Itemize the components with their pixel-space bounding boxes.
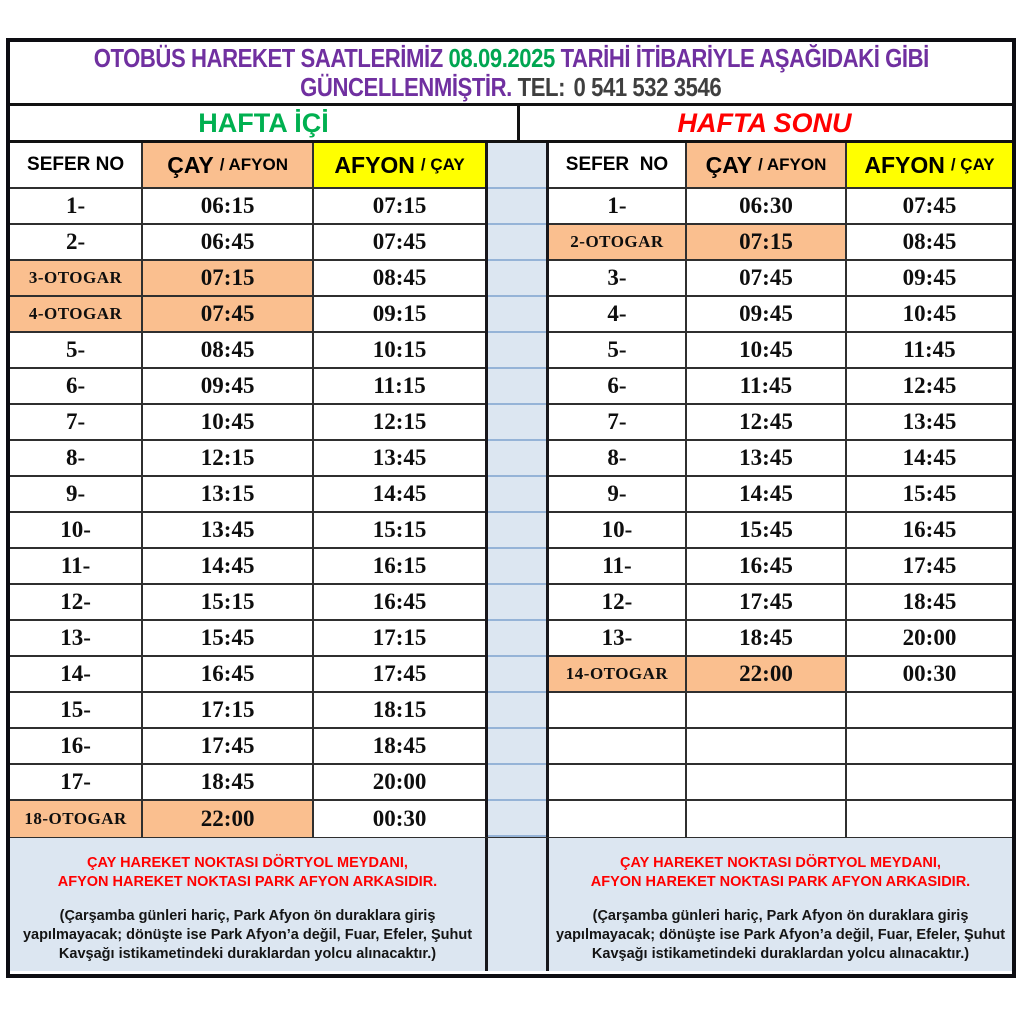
cay-afyon-cell: 06:30 xyxy=(687,189,847,223)
footer-notes-row xyxy=(10,837,1012,971)
afyon-cay-cell xyxy=(847,765,1012,799)
sefer-no-cell: 12- xyxy=(10,585,143,619)
sefer-no-cell: 5- xyxy=(549,333,687,367)
sefer-no-cell: 2-OTOGAR xyxy=(549,225,687,259)
table-row xyxy=(10,765,485,801)
header-label: ÇAY xyxy=(705,151,753,178)
spreadsheet-gridline-cell xyxy=(488,477,546,513)
sefer-no-cell: 14-OTOGAR xyxy=(549,657,687,691)
cay-afyon-cell: 09:45 xyxy=(143,369,314,403)
header-label-small: / ÇAY xyxy=(950,155,995,174)
cay-afyon-cell: 08:45 xyxy=(143,333,314,367)
table-row xyxy=(549,477,1012,513)
cay-afyon-cell xyxy=(687,729,847,763)
table-row xyxy=(10,297,485,333)
cay-afyon-cell xyxy=(687,693,847,727)
afyon-cay-cell: 17:45 xyxy=(847,549,1012,583)
sefer-no-cell: 7- xyxy=(10,405,143,439)
sefer-no-cell: 13- xyxy=(549,621,687,655)
weekend-column-headers xyxy=(549,143,1012,189)
sefer-no-cell: 7- xyxy=(549,405,687,439)
afyon-cay-cell: 20:00 xyxy=(847,621,1012,655)
table-row xyxy=(10,693,485,729)
afyon-cay-cell: 10:15 xyxy=(314,333,485,367)
spreadsheet-gridline-cell xyxy=(488,657,546,693)
afyon-cay-cell xyxy=(847,729,1012,763)
afyon-cay-cell: 17:15 xyxy=(314,621,485,655)
table-row xyxy=(10,261,485,297)
weekday-table xyxy=(10,143,488,837)
afyon-cay-cell: 09:15 xyxy=(314,297,485,331)
cay-afyon-cell: 07:15 xyxy=(143,261,314,295)
cay-afyon-cell: 17:45 xyxy=(143,729,314,763)
afyon-cay-cell: 16:15 xyxy=(314,549,485,583)
table-row xyxy=(10,441,485,477)
table-row xyxy=(549,657,1012,693)
spreadsheet-gridline-cell xyxy=(488,765,546,801)
spreadsheet-gridline-cell xyxy=(488,549,546,585)
table-row xyxy=(10,657,485,693)
note-red-line-2: AFYON HAREKET NOKTASI PARK AFYON ARKASIDIR. xyxy=(590,873,971,890)
spreadsheet-gridline-cell xyxy=(488,441,546,477)
title-updated-text: GÜNCELLENMİŞTİR. xyxy=(300,71,513,102)
sefer-no-cell: 14- xyxy=(10,657,143,691)
spreadsheet-gridline-cell xyxy=(488,261,546,297)
cay-afyon-cell: 22:00 xyxy=(143,801,314,837)
note-red-line-2: AFYON HAREKET NOKTASI PARK AFYON ARKASIDIR. xyxy=(57,873,438,890)
table-row xyxy=(549,261,1012,297)
cay-afyon-cell: 10:45 xyxy=(143,405,314,439)
sefer-no-cell: 15- xyxy=(10,693,143,727)
sefer-no-cell: 6- xyxy=(10,369,143,403)
cay-afyon-cell: 18:45 xyxy=(687,621,847,655)
cay-afyon-cell: 13:45 xyxy=(143,513,314,547)
table-row xyxy=(549,801,1012,837)
header-label-small: / ÇAY xyxy=(420,155,465,174)
afyon-cay-cell: 16:45 xyxy=(847,513,1012,547)
sefer-no-cell: 10- xyxy=(549,513,687,547)
afyon-cay-cell xyxy=(847,693,1012,727)
afyon-cay-cell: 00:30 xyxy=(847,657,1012,691)
note-red-line-1: ÇAY HAREKET NOKTASI DÖRTYOL MEYDANI, xyxy=(87,855,408,871)
header-label-small: / AFYON xyxy=(219,155,289,174)
weekend-sefer-no-header: SEFER NO xyxy=(549,143,687,187)
sefer-no-cell: 3-OTOGAR xyxy=(10,261,143,295)
cay-afyon-cell: 16:45 xyxy=(687,549,847,583)
sefer-no-cell: 13- xyxy=(10,621,143,655)
weekday-cay-afyon-header xyxy=(143,143,314,187)
table-row xyxy=(549,729,1012,765)
cay-afyon-cell: 17:15 xyxy=(143,693,314,727)
afyon-cay-cell: 18:45 xyxy=(847,585,1012,619)
cay-afyon-cell: 06:15 xyxy=(143,189,314,223)
afyon-cay-cell: 08:45 xyxy=(314,261,485,295)
weekday-section-header xyxy=(10,106,520,140)
sefer-no-cell: 16- xyxy=(10,729,143,763)
afyon-cay-cell: 07:15 xyxy=(314,189,485,223)
bus-timetable-sheet xyxy=(6,38,1016,978)
cay-afyon-cell: 16:45 xyxy=(143,657,314,691)
spreadsheet-gridline-cell xyxy=(488,189,546,225)
weekday-sefer-no-header: SEFER NO xyxy=(10,143,143,187)
weekend-note xyxy=(546,838,1012,971)
afyon-cay-cell: 13:45 xyxy=(847,405,1012,439)
note-red-line-1: ÇAY HAREKET NOKTASI DÖRTYOL MEYDANI, xyxy=(620,855,941,871)
spreadsheet-gridline-cell xyxy=(488,297,546,333)
cay-afyon-cell: 13:45 xyxy=(687,441,847,475)
table-row xyxy=(549,225,1012,261)
wednesday-exception-note: (Çarşamba günleri hariç, Park Afyon ön duraklara giriş yapılmayacak; dönüşte ise Park Afyon’a değil, Fuar, Efeler, Şuhut Kavşağı istikametindeki duraklardan yolcu alınacaktır.) xyxy=(22,907,473,962)
afyon-cay-cell: 20:00 xyxy=(314,765,485,799)
table-row xyxy=(10,405,485,441)
table-row xyxy=(549,441,1012,477)
spreadsheet-gridline-cell xyxy=(488,693,546,729)
header-label: AFYON xyxy=(864,151,945,178)
cay-afyon-cell xyxy=(687,765,847,799)
cay-afyon-cell: 09:45 xyxy=(687,297,847,331)
phone-number: 0 541 532 3546 xyxy=(573,71,722,102)
sefer-no-cell: 1- xyxy=(549,189,687,223)
spreadsheet-gridline-cell xyxy=(488,801,546,837)
table-row xyxy=(549,369,1012,405)
title-text-2: TARİHİ İTİBARİYLE AŞAĞIDAKİ GİBİ xyxy=(560,42,929,73)
spreadsheet-gridline-cell xyxy=(488,621,546,657)
weekend-section-title: HAFTA SONU xyxy=(677,107,852,138)
weekday-column-headers xyxy=(10,143,485,189)
sefer-no-cell: 5- xyxy=(10,333,143,367)
sefer-no-cell: 3- xyxy=(549,261,687,295)
cay-afyon-cell: 14:45 xyxy=(143,549,314,583)
weekday-note xyxy=(10,838,488,971)
spreadsheet-gap-strip-footer xyxy=(488,838,546,971)
afyon-cay-cell: 12:45 xyxy=(847,369,1012,403)
spreadsheet-gridline-cell xyxy=(488,513,546,549)
weekend-rows xyxy=(549,189,1012,837)
wednesday-exception-note: (Çarşamba günleri hariç, Park Afyon ön duraklara giriş yapılmayacak; dönüşte ise Park Afyon’a değil, Fuar, Efeler, Şuhut Kavşağı istikametindeki duraklardan yolcu alınacaktır.) xyxy=(555,907,1006,962)
table-row xyxy=(10,333,485,369)
afyon-cay-cell: 18:15 xyxy=(314,693,485,727)
table-row xyxy=(549,621,1012,657)
spreadsheet-gridline-cell xyxy=(488,729,546,765)
afyon-cay-cell: 00:30 xyxy=(314,801,485,837)
spreadsheet-gridline-cell xyxy=(488,225,546,261)
afyon-cay-cell: 14:45 xyxy=(314,477,485,511)
afyon-cay-cell: 17:45 xyxy=(314,657,485,691)
table-row xyxy=(10,225,485,261)
sefer-no-cell: 17- xyxy=(10,765,143,799)
cay-afyon-cell: 14:45 xyxy=(687,477,847,511)
afyon-cay-cell: 11:45 xyxy=(847,333,1012,367)
afyon-cay-cell: 09:45 xyxy=(847,261,1012,295)
table-row xyxy=(10,801,485,837)
cay-afyon-cell: 15:45 xyxy=(687,513,847,547)
table-row xyxy=(549,405,1012,441)
afyon-cay-cell: 14:45 xyxy=(847,441,1012,475)
cay-afyon-cell: 15:45 xyxy=(143,621,314,655)
table-row xyxy=(549,693,1012,729)
sefer-no-cell xyxy=(549,729,687,763)
cay-afyon-cell: 13:15 xyxy=(143,477,314,511)
header-label-small: / AFYON xyxy=(758,155,827,174)
afyon-cay-cell: 08:45 xyxy=(847,225,1012,259)
weekend-table xyxy=(546,143,1012,837)
table-row xyxy=(549,333,1012,369)
title-line-2 xyxy=(10,73,1012,102)
sefer-no-cell: 6- xyxy=(549,369,687,403)
cay-afyon-cell: 11:45 xyxy=(687,369,847,403)
table-row xyxy=(10,477,485,513)
departure-points-note xyxy=(10,854,485,892)
weekday-rows xyxy=(10,189,485,837)
sefer-no-cell: 9- xyxy=(10,477,143,511)
table-row xyxy=(549,189,1012,225)
table-row xyxy=(549,585,1012,621)
afyon-cay-cell xyxy=(847,801,1012,837)
spreadsheet-gridline-cell xyxy=(488,333,546,369)
afyon-cay-cell: 10:45 xyxy=(847,297,1012,331)
weekday-afyon-cay-header xyxy=(314,143,485,187)
afyon-cay-cell: 15:15 xyxy=(314,513,485,547)
cay-afyon-cell: 18:45 xyxy=(143,765,314,799)
sefer-no-cell: 1- xyxy=(10,189,143,223)
cay-afyon-cell: 12:45 xyxy=(687,405,847,439)
header-label: ÇAY xyxy=(167,151,214,178)
sefer-no-cell: 4-OTOGAR xyxy=(10,297,143,331)
table-row xyxy=(549,513,1012,549)
cay-afyon-cell: 15:15 xyxy=(143,585,314,619)
spreadsheet-gridline-cell xyxy=(488,585,546,621)
table-row xyxy=(549,765,1012,801)
table-row xyxy=(10,513,485,549)
phone-label: TEL: xyxy=(517,71,566,102)
sefer-no-cell: 12- xyxy=(549,585,687,619)
cay-afyon-cell xyxy=(687,801,847,837)
header-label: AFYON xyxy=(334,151,415,178)
sefer-no-cell xyxy=(549,765,687,799)
sefer-no-cell xyxy=(549,801,687,837)
afyon-cay-cell: 12:15 xyxy=(314,405,485,439)
sefer-no-cell: 8- xyxy=(549,441,687,475)
afyon-cay-cell: 15:45 xyxy=(847,477,1012,511)
afyon-cay-cell: 11:15 xyxy=(314,369,485,403)
afyon-cay-cell: 18:45 xyxy=(314,729,485,763)
cay-afyon-cell: 06:45 xyxy=(143,225,314,259)
title-block xyxy=(10,42,1012,106)
cay-afyon-cell: 22:00 xyxy=(687,657,847,691)
sefer-no-cell: 11- xyxy=(10,549,143,583)
weekend-cay-afyon-header xyxy=(687,143,847,187)
sefer-no-cell: 11- xyxy=(549,549,687,583)
departure-points-note xyxy=(549,854,1012,892)
section-header-row xyxy=(10,106,1012,143)
title-text: OTOBÜS HAREKET SAATLERİMİZ xyxy=(93,42,443,73)
sefer-no-cell: 2- xyxy=(10,225,143,259)
table-row xyxy=(10,369,485,405)
table-row xyxy=(549,297,1012,333)
afyon-cay-cell: 16:45 xyxy=(314,585,485,619)
spreadsheet-gridline-cell xyxy=(488,369,546,405)
afyon-cay-cell: 07:45 xyxy=(847,189,1012,223)
title-date: 08.09.2025 xyxy=(448,42,555,73)
table-row xyxy=(10,621,485,657)
sefer-no-cell xyxy=(549,693,687,727)
cay-afyon-cell: 07:45 xyxy=(143,297,314,331)
cay-afyon-cell: 07:15 xyxy=(687,225,847,259)
weekend-section-header xyxy=(520,106,1009,140)
weekday-section-title: HAFTA İÇİ xyxy=(198,107,329,138)
table-row xyxy=(549,549,1012,585)
weekend-afyon-cay-header xyxy=(847,143,1012,187)
spreadsheet-gridline-cell xyxy=(488,143,546,189)
sefer-no-cell: 4- xyxy=(549,297,687,331)
table-row xyxy=(10,585,485,621)
spreadsheet-gap-strip xyxy=(488,143,546,837)
sefer-no-cell: 18-OTOGAR xyxy=(10,801,143,837)
table-row xyxy=(10,189,485,225)
spreadsheet-gridline-cell xyxy=(488,405,546,441)
title-line-1 xyxy=(10,44,1012,73)
cay-afyon-cell: 10:45 xyxy=(687,333,847,367)
sefer-no-cell: 10- xyxy=(10,513,143,547)
cay-afyon-cell: 17:45 xyxy=(687,585,847,619)
tables-body xyxy=(10,143,1012,837)
afyon-cay-cell: 07:45 xyxy=(314,225,485,259)
sefer-no-cell: 9- xyxy=(549,477,687,511)
cay-afyon-cell: 07:45 xyxy=(687,261,847,295)
afyon-cay-cell: 13:45 xyxy=(314,441,485,475)
sefer-no-cell: 8- xyxy=(10,441,143,475)
table-row xyxy=(10,549,485,585)
table-row xyxy=(10,729,485,765)
cay-afyon-cell: 12:15 xyxy=(143,441,314,475)
